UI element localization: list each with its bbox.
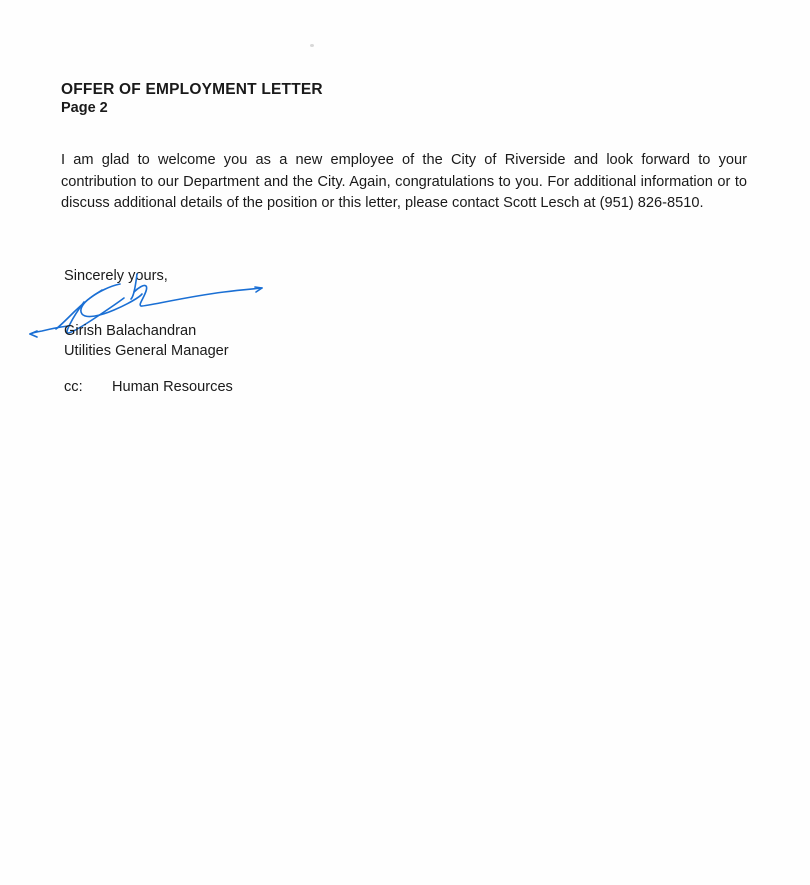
closing-salutation: Sincerely yours, <box>64 268 168 284</box>
scan-artifact-speck <box>310 44 314 47</box>
letter-body-paragraph: I am glad to welcome you as a new employee of the City of Riverside and look forward to your contribution to our Department and the City. Again, congratulations to you. For additional information or to discuss additional details of the position or this letter, please contact Scott Lesch at (951) 826-8510. <box>61 152 747 211</box>
cc-recipient: Human Resources <box>112 379 233 395</box>
carbon-copy-block <box>64 377 233 397</box>
signer-title: Utilities General Manager <box>64 343 229 359</box>
cc-label: cc: <box>64 379 83 395</box>
signer-name: Girish Balachandran <box>64 323 197 339</box>
page-number-label: Page 2 <box>61 100 108 116</box>
letter-header <box>61 80 761 118</box>
signer-block <box>64 321 229 361</box>
page-title: OFFER OF EMPLOYMENT LETTER <box>61 81 323 98</box>
